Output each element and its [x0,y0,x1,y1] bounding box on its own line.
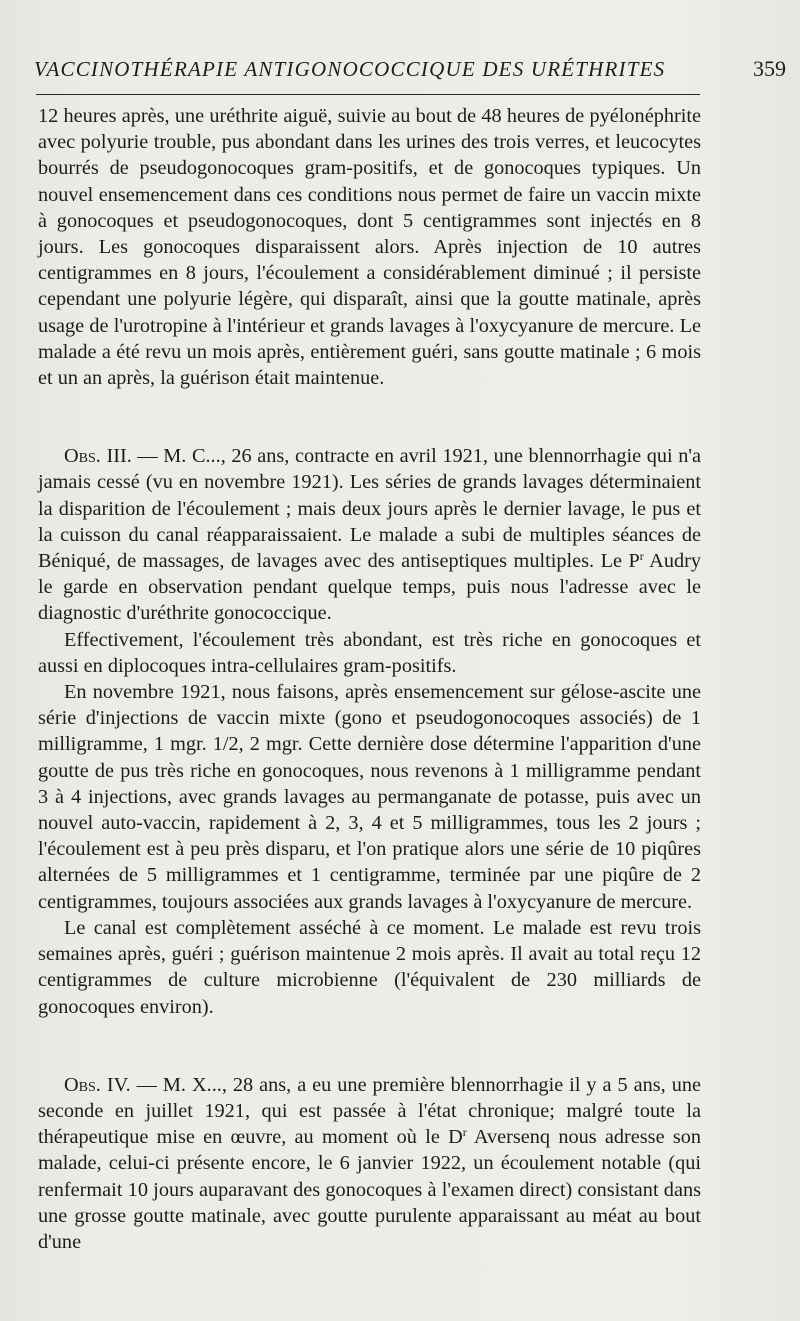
paragraph-continuation: 12 heures après, une uréthrite aiguë, suivie au bout de 48 heures de pyélonéphrite avec polyurie trouble, pus abondant dans les urines des trois verres, et leucocytes bourrés de pseudogonocoques gram-positifs, et de gonocoques typiques. Un nouvel ensemencement dans ces conditions nous permet de faire un vaccin mixte à gonocoques et pseudogonocoques, dont 5 centigrammes sont injectés en 8 jours. Les gonocoques disparaissent alors. Après injection de 10 autres centigrammes en 8 jours, l'écoulement a considérablement diminué ; il persiste cependant une polyurie légère, qui disparaît, ainsi que la goutte matinale, après usage de l'urotropine à l'intérieur et grands lavages à l'oxycyanure de mercure. Le malade a été revu un mois après, entièrement guéri, sans goutte matinale ; 6 mois et un an après, la guérison était maintenue. [38,105,701,390]
section-gap [38,1046,701,1072]
page-number: 359 [753,56,786,81]
observation-label: Obs. IV. [64,1073,131,1096]
observation-text: — M. C..., 26 ans, contracte en avril 1921, une blennorrhagie qui n'a jamais cessé (vu en novembre 1921). Les séries de grands lavages déterminaient la disparition de l'écoulement ; mais deux jours après le dernier lavage, le pus et la cuisson du canal réapparaissaient. Le malade a subi de multiples séances de Béniqué, de massages, de lavages avec des antiseptiques multiples. Le P [38,445,701,573]
body-text [38,103,701,1255]
superscript: r [462,1125,467,1140]
observation-4 [38,1072,701,1255]
observation-text: — M. X..., 28 ans, a eu une première blennorrhagie il y a 5 ans, une seconde en juillet 1921, qui est passée à l'état chronique; malgré toute la thérapeutique mise en œuvre, au moment où le D [38,1073,701,1149]
paragraph: En novembre 1921, nous faisons, après ensemencement sur gélose-ascite une série d'injections de vaccin mixte (gono et pseudogonocoques associés) de 1 milligramme, 1 mgr. 1/2, 2 mgr. Cette dernière dose détermine l'apparition d'une goutte de pus très riche en gonocoques, nous revenons à 1 milligramme pendant 3 à 4 injections, avec grands lavages au permanganate de potasse, puis avec un nouvel auto-vaccin, rapidement à 2, 3, 4 et 5 milligrammes, tous les 2 jours ; l'écoulement est à peu près disparu, et l'on pratique alors une série de 10 piqûres alternées de 5 milligrammes et 1 centigramme, terminée par une piqûre de 2 centigrammes, toujours associées aux grands lavages à l'oxycyanure de mercure. [38,681,701,913]
observation-3 [38,443,701,626]
running-header [34,56,786,82]
superscript: r [639,549,644,564]
paragraph: Effectivement, l'écoulement très abondant, est très riche en gonocoques et aussi en diplocoques intra-cellulaires gram-positifs. [38,628,701,677]
observation-label: Obs. III. [64,445,132,468]
paragraph: Le canal est complètement asséché à ce moment. Le malade est revu trois semaines après, guéri ; guérison maintenue 2 mois après. Il avait au total reçu 12 centigrammes de culture microbienne (l'équivalent de 230 milliards de gonocoques environ). [38,916,701,1018]
section-gap [38,391,701,417]
section-gap [38,1020,701,1046]
section-gap [38,417,701,443]
running-title: VACCINOTHÉRAPIE ANTIGONOCOCCIQUE DES URÉTHRITES [34,57,666,81]
header-rule [36,94,700,95]
observation-text: Aversenq nous adresse son malade, celui-ci présente encore, le 6 janvier 1922, un écoulement notable (qui renfermait 10 jours auparavant des gonocoques à l'examen direct) consistant dans une grosse goutte matinale, avec goutte purulente apparaissant au méat au bout d'une [38,1126,701,1253]
observation-text: Audry le garde en observation pendant quelque temps, puis nous l'adresse avec le diagnostic d'uréthrite gonococcique. [38,550,701,625]
